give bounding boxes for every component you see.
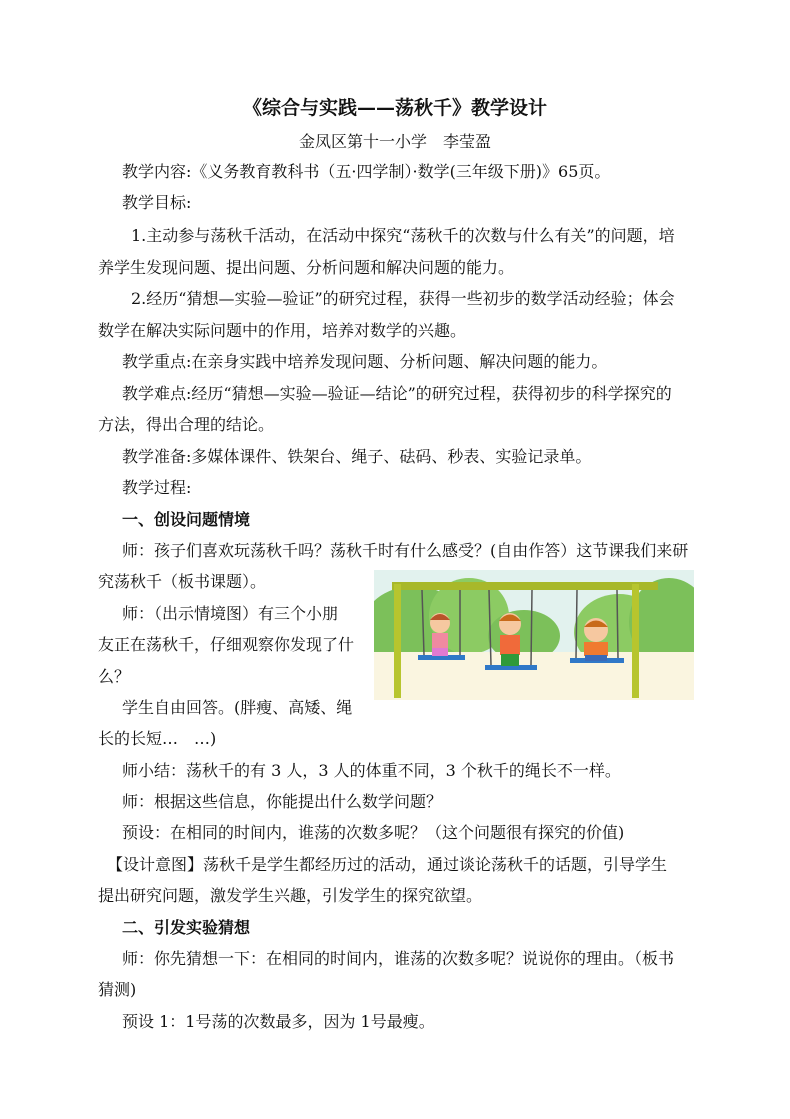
doc-title: 《综合与实践——荡秋千》教学设计 (242, 97, 547, 119)
text-line: 数学在解决实际问题中的作用，培养对数学的兴趣。 (98, 321, 467, 340)
text-line: 方法，得出合理的结论。 (98, 415, 275, 434)
section-heading: 二、引发实验猜想 (122, 918, 251, 937)
text-line: 提出研究问题，激发学生兴趣，引发学生的探究欲望。 (98, 886, 483, 905)
text-line: 教学过程: (122, 478, 192, 497)
text-line: 猜测) (98, 980, 137, 999)
swing-scene-illustration (374, 570, 694, 700)
doc-author: 金凤区第十一小学 李莹盈 (298, 132, 491, 151)
text-line: 学生自由回答。(胖瘦、高矮、绳 (122, 698, 353, 717)
text-line: 预设：在相同的时间内，谁荡的次数多呢？（这个问题很有探究的价值) (122, 823, 625, 842)
text-line: 教学重点:在亲身实践中培养发现问题、分析问题、解决问题的能力。 (122, 352, 608, 371)
text-line: 【设计意图】荡秋千是学生都经历过的活动，通过谈论荡秋千的话题，引导学生 (107, 855, 668, 874)
text-line: 究荡秋千（板书课题）。 (98, 572, 267, 591)
text-line: 么？ (98, 667, 131, 686)
text-line: 师：你先猜想一下：在相同的时间内，谁荡的次数多呢？说说你的理由。（板书 (122, 949, 675, 968)
text-line: 师：孩子们喜欢玩荡秋千吗？荡秋千时有什么感受？(自由作答）这节课我们来研 (122, 541, 689, 560)
text-line: 养学生发现问题、提出问题、分析问题和解决问题的能力。 (98, 258, 515, 277)
text-line: 师：根据这些信息，你能提出什么数学问题？ (122, 792, 443, 811)
text-line: 教学难点:经历“猜想—实验—验证—结论”的研究过程，获得初步的科学探究的 (122, 384, 672, 403)
text-line: 2.经历“猜想—实验—验证”的研究过程，获得一些初步的数学活动经验；体会 (131, 289, 675, 308)
text-line: 预设 1：1号荡的次数最多，因为 1号最瘦。 (122, 1012, 435, 1031)
text-line: 教学目标: (122, 193, 192, 212)
text-line: 长的长短… …) (98, 729, 217, 748)
text-line: 教学内容:《义务教育教科书（五·四学制）·数学(三年级下册)》65页。 (122, 162, 611, 181)
text-line: 师小结：荡秋千的有 3 人，3 人的体重不同，3 个秋千的绳长不一样。 (122, 761, 621, 780)
text-line: 友正在荡秋千，仔细观察你发现了什 (98, 635, 355, 654)
section-heading: 一、创设问题情境 (122, 510, 251, 529)
text-line: 1.主动参与荡秋千活动，在活动中探究“荡秋千的次数与什么有关”的问题，培 (131, 226, 675, 245)
text-line: 师：（出示情境图）有三个小朋 (122, 604, 339, 623)
text-line: 教学准备:多媒体课件、铁架台、绳子、砝码、秒表、实验记录单。 (122, 447, 592, 466)
